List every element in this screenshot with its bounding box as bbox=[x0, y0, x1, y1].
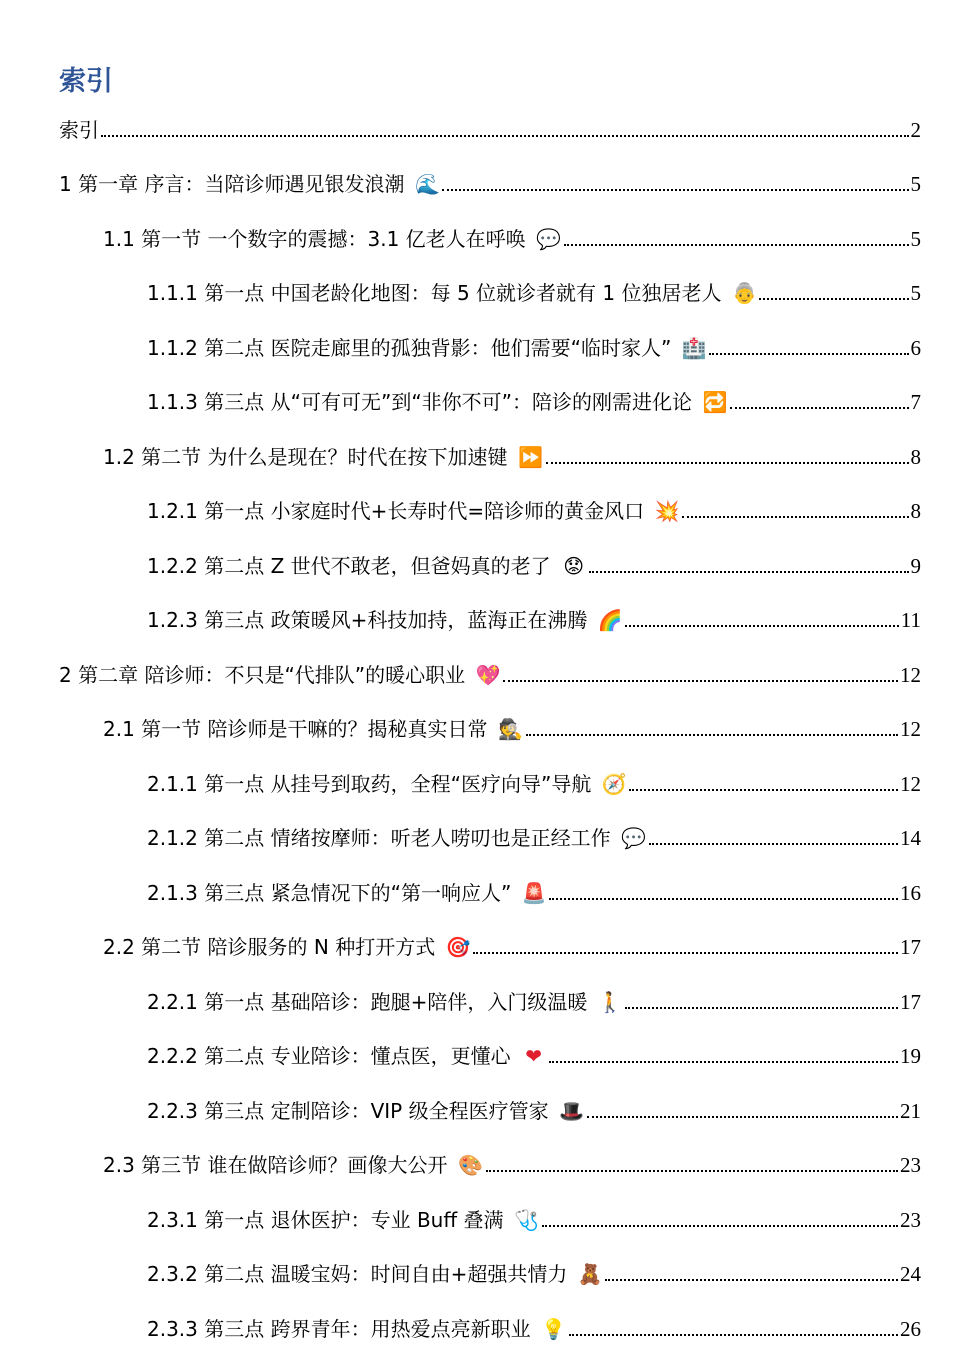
toc-entry-label: 1.1.3 第三点 从“可有可无”到“非你不可”：陪诊的刚需进化论 bbox=[147, 390, 693, 414]
toc-page-number: 24 bbox=[900, 1262, 921, 1286]
toc-page-number: 19 bbox=[900, 1044, 921, 1068]
dot-leader bbox=[709, 353, 908, 355]
repeat-icon: 🔁 bbox=[702, 390, 728, 414]
fast-forward-icon: ⏩ bbox=[518, 445, 543, 469]
toc-entry-label: 2.1 第一节 陪诊师是干嘛的？揭秘真实日常 bbox=[103, 717, 488, 741]
toc-entry[interactable] bbox=[147, 538, 921, 578]
toc-page-number: 23 bbox=[900, 1208, 921, 1232]
toc-entry[interactable] bbox=[103, 429, 921, 469]
toc-page-number: 8 bbox=[910, 445, 921, 469]
toc-entry[interactable] bbox=[147, 756, 921, 796]
toc-entry-label: 1.2.2 第二点 Z 世代不敢老，但爸妈真的老了 bbox=[147, 554, 551, 578]
teddy-bear-icon: 🧸 bbox=[577, 1262, 603, 1286]
toc-entry[interactable] bbox=[103, 1137, 921, 1177]
toc-entry[interactable] bbox=[147, 1083, 921, 1123]
toc-page-number: 14 bbox=[900, 826, 921, 850]
dot-leader bbox=[730, 407, 908, 409]
dot-leader bbox=[473, 952, 898, 954]
toc-page-number: 16 bbox=[900, 881, 921, 905]
dot-leader bbox=[549, 898, 898, 900]
dot-leader bbox=[605, 1279, 898, 1281]
dot-leader bbox=[569, 1334, 898, 1336]
stethoscope-icon: 🩺 bbox=[514, 1208, 539, 1232]
sparkling-heart-icon: 💖 bbox=[475, 663, 501, 687]
toc-page-number: 17 bbox=[900, 990, 921, 1014]
walking-person-icon: 🚶 bbox=[597, 990, 623, 1014]
toc-entry-label: 2.3 第三节 谁在做陪诊师？画像大公开 bbox=[103, 1153, 448, 1177]
toc-page-number: 5 bbox=[910, 172, 921, 196]
toc-entry-label: 1.1.1 第一点 中国老龄化地图：每 5 位就诊者就有 1 位独居老人 bbox=[147, 281, 722, 305]
toc-entry-label: 1.1 第一节 一个数字的震撼：3.1 亿老人在呼唤 bbox=[103, 227, 526, 251]
toc-entry[interactable] bbox=[147, 1192, 921, 1232]
toc-page-number: 2 bbox=[910, 118, 921, 142]
top-hat-icon: 🎩 bbox=[559, 1099, 585, 1123]
toc-entry[interactable] bbox=[147, 592, 921, 632]
toc-page-number: 17 bbox=[900, 935, 921, 959]
toc-entry-label: 2.1.1 第一点 从挂号到取药，全程“医疗向导”导航 bbox=[147, 772, 592, 796]
toc-entry-label: 2.3.3 第三点 跨界青年：用热爱点亮新职业 bbox=[147, 1317, 531, 1341]
toc-page-number: 23 bbox=[900, 1153, 921, 1177]
palette-icon: 🎨 bbox=[458, 1153, 483, 1177]
dot-leader bbox=[542, 1225, 899, 1227]
toc-entry[interactable] bbox=[147, 1028, 921, 1068]
dot-leader bbox=[101, 135, 909, 137]
heart-icon: ❤ bbox=[525, 1044, 542, 1068]
toc-entry-label: 2.3.1 第一点 退休医护：专业 Buff 叠满 bbox=[147, 1208, 504, 1232]
dot-leader bbox=[442, 189, 908, 191]
collision-icon: 💥 bbox=[654, 499, 680, 523]
toc-entry-label: 2.2 第二节 陪诊服务的 N 种打开方式 bbox=[103, 935, 436, 959]
toc-page-number: 9 bbox=[910, 554, 921, 578]
toc-entry-label: 1 第一章 序言：当陪诊师遇见银发浪潮 bbox=[59, 172, 405, 196]
hospital-icon: 🏥 bbox=[681, 336, 707, 360]
rainbow-icon: 🌈 bbox=[597, 608, 623, 632]
toc-entry[interactable] bbox=[147, 810, 921, 850]
dot-leader bbox=[649, 843, 898, 845]
light-bulb-icon: 💡 bbox=[541, 1317, 567, 1341]
toc-entry[interactable] bbox=[103, 919, 921, 959]
toc-page-number: 21 bbox=[900, 1099, 921, 1123]
toc-entry[interactable] bbox=[59, 102, 921, 142]
wave-icon: 🌊 bbox=[415, 172, 440, 196]
toc-entry-label: 1.2 第二节 为什么是现在？时代在按下加速键 bbox=[103, 445, 508, 469]
toc-entry-label: 2.2.2 第二点 专业陪诊：懂点医，更懂心 bbox=[147, 1044, 511, 1068]
toc-entry[interactable] bbox=[147, 265, 921, 305]
toc-page-number: 7 bbox=[910, 390, 921, 414]
dot-leader bbox=[486, 1170, 898, 1172]
toc-entry[interactable] bbox=[103, 701, 921, 741]
dot-leader bbox=[625, 625, 898, 627]
toc-entry[interactable] bbox=[147, 483, 921, 523]
toc-entry-label: 1.2.3 第三点 政策暖风+科技加持，蓝海正在沸腾 bbox=[147, 608, 588, 632]
toc-entry[interactable] bbox=[147, 374, 921, 414]
toc-entry-label: 2.3.2 第二点 温暖宝妈：时间自由+超强共情力 bbox=[147, 1262, 568, 1286]
compass-icon: 🧭 bbox=[601, 772, 627, 796]
detective-icon: 🕵 bbox=[498, 717, 523, 741]
dot-leader bbox=[546, 462, 909, 464]
dot-leader bbox=[564, 244, 909, 246]
toc-entry[interactable] bbox=[147, 1246, 921, 1286]
dot-leader bbox=[625, 1007, 898, 1009]
toc-entry-label: 2.1.2 第二点 情绪按摩师：听老人唠叨也是正经工作 bbox=[147, 826, 611, 850]
old-woman-icon: 👵 bbox=[732, 281, 757, 305]
toc-entry[interactable] bbox=[59, 156, 921, 196]
toc-entry[interactable] bbox=[147, 320, 921, 360]
toc-page-number: 6 bbox=[910, 336, 921, 360]
dot-leader bbox=[503, 680, 898, 682]
toc-page-number: 12 bbox=[900, 717, 921, 741]
toc-entry[interactable] bbox=[59, 647, 921, 687]
dot-leader bbox=[629, 789, 898, 791]
toc-page-number: 12 bbox=[900, 772, 921, 796]
toc-entry-label: 1.2.1 第一点 小家庭时代+长寿时代=陪诊师的黄金风口 bbox=[147, 499, 645, 523]
dot-leader bbox=[682, 516, 908, 518]
toc-page-number: 26 bbox=[900, 1317, 921, 1341]
page-title: 索引 bbox=[59, 66, 113, 97]
toc-entry-label: 2.2.1 第一点 基础陪诊：跑腿+陪伴，入门级温暖 bbox=[147, 990, 588, 1014]
toc-page-number: 5 bbox=[910, 281, 921, 305]
toc-page-number: 12 bbox=[900, 663, 921, 687]
speech-bubble-icon: 💬 bbox=[621, 826, 647, 850]
toc-entry[interactable] bbox=[103, 211, 921, 251]
dot-leader bbox=[759, 298, 908, 300]
toc-entry[interactable] bbox=[147, 1301, 921, 1341]
toc-entry-label: 2.2.3 第三点 定制陪诊：VIP 级全程医疗管家 bbox=[147, 1099, 549, 1123]
dot-leader bbox=[587, 1116, 898, 1118]
dot-leader bbox=[526, 734, 898, 736]
dot-leader bbox=[589, 571, 909, 573]
target-icon: 🎯 bbox=[445, 935, 471, 959]
toc-entry-label: 索引 bbox=[59, 118, 99, 142]
toc-entry-label: 2 第二章 陪诊师：不只是“代排队”的暖心职业 bbox=[59, 663, 466, 687]
toc-page-number: 11 bbox=[900, 608, 921, 632]
toc-entry-label: 1.1.2 第二点 医院走廊里的孤独背影：他们需要“临时家人” bbox=[147, 336, 672, 360]
worried-face-icon: 😟 bbox=[563, 554, 585, 578]
toc-page-number: 8 bbox=[910, 499, 921, 523]
toc-entry[interactable] bbox=[147, 865, 921, 905]
siren-icon: 🚨 bbox=[521, 881, 547, 905]
toc-entry[interactable] bbox=[147, 974, 921, 1014]
toc-page-number: 5 bbox=[910, 227, 921, 251]
dot-leader bbox=[549, 1061, 898, 1063]
toc-entry-label: 2.1.3 第三点 紧急情况下的“第一响应人” bbox=[147, 881, 512, 905]
speech-bubble-icon: 💬 bbox=[536, 227, 562, 251]
